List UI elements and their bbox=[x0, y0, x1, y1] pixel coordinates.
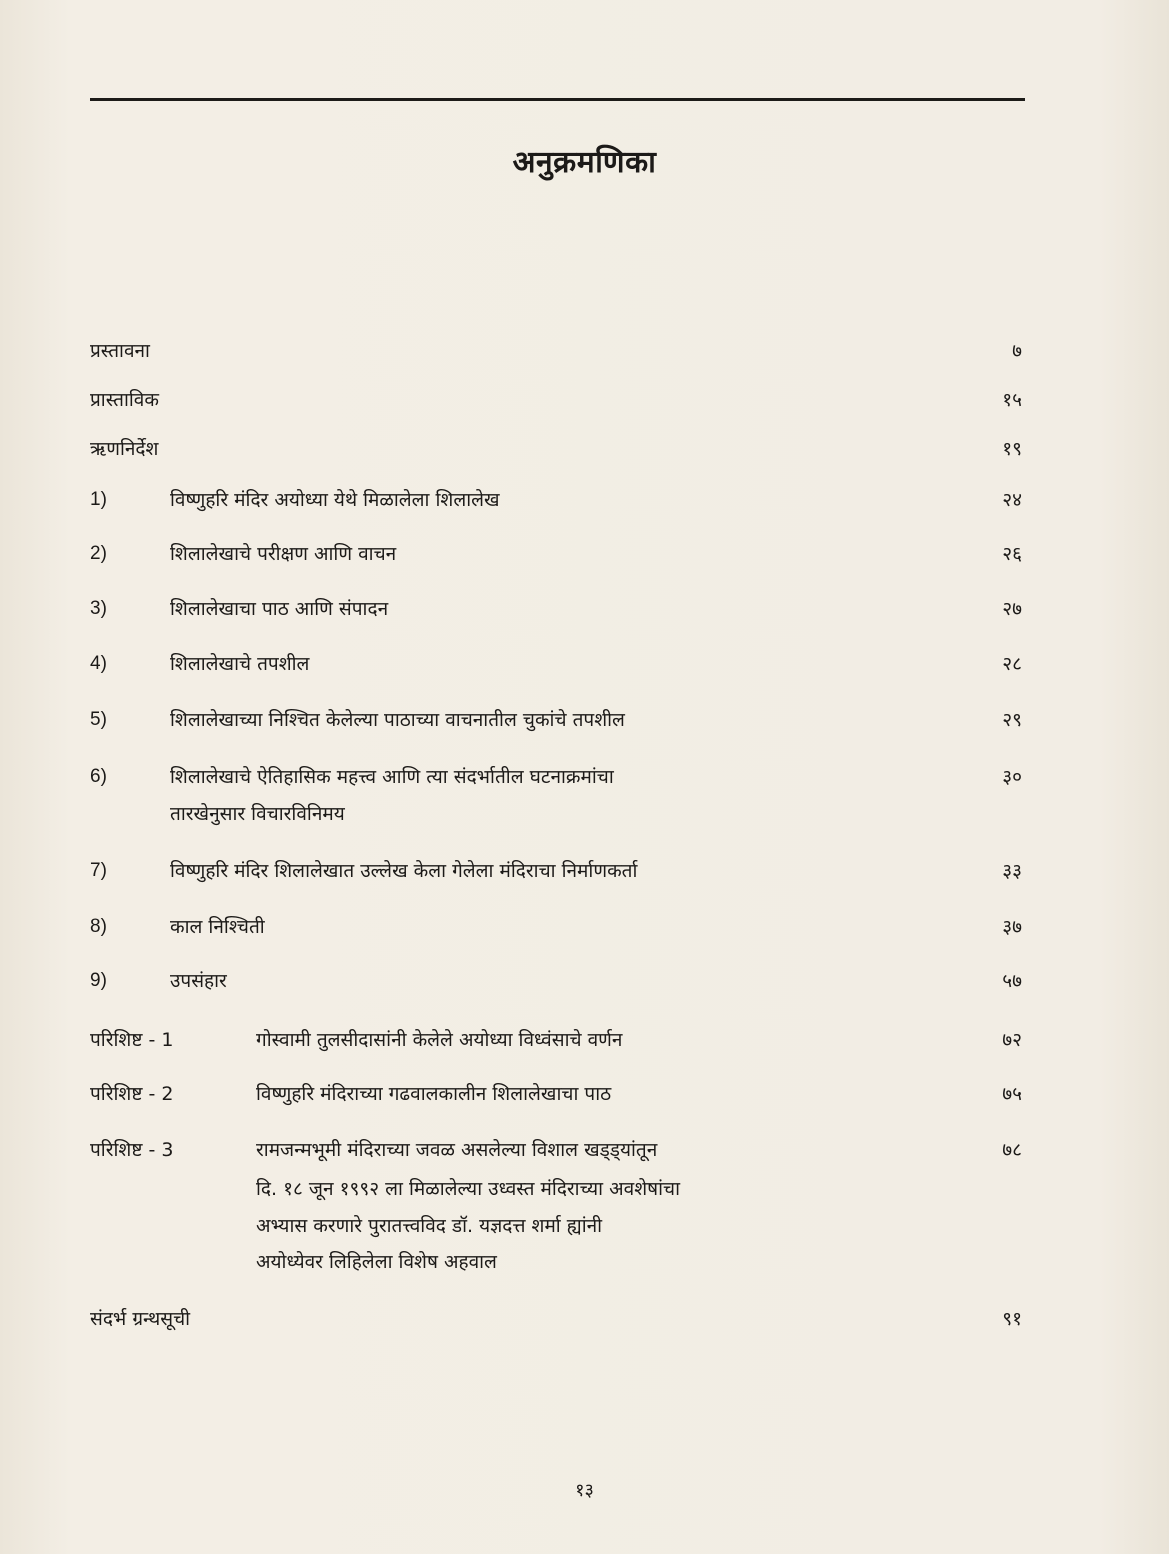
appendix-page: ७२ bbox=[1002, 1029, 1022, 1051]
chapter-page: २४ bbox=[1002, 489, 1022, 511]
chapter-page: ३० bbox=[1002, 766, 1022, 788]
chapter-number: 3) bbox=[90, 598, 107, 619]
chapter-number: 2) bbox=[90, 543, 107, 564]
appendix-page: ७५ bbox=[1002, 1083, 1022, 1105]
chapter-title-line2: तारखेनुसार विचारविनिमय bbox=[170, 803, 345, 825]
entry-label: ऋणनिर्देश bbox=[90, 438, 159, 460]
chapter-number: 8) bbox=[90, 916, 107, 937]
chapter-page: २६ bbox=[1002, 543, 1022, 565]
appendix-title-line: अयोध्येवर लिहिलेला विशेष अहवाल bbox=[256, 1251, 497, 1273]
chapter-title: विष्णुहरि मंदिर अयोध्या येथे मिळालेला शिलालेख bbox=[170, 489, 500, 511]
chapter-number: 6) bbox=[90, 766, 107, 787]
appendix-title: रामजन्मभूमी मंदिराच्या जवळ असलेल्या विशाल खड्ड्यांतून bbox=[256, 1139, 658, 1161]
appendix-title-line: अभ्यास करणारे पुरातत्त्वविद डॉ. यज्ञदत्त शर्मा ह्यांनी bbox=[256, 1215, 603, 1237]
chapter-number: 1) bbox=[90, 489, 107, 510]
appendix-label: परिशिष्ट - 2 bbox=[90, 1083, 174, 1105]
appendix-page: ७८ bbox=[1002, 1139, 1022, 1161]
bibliography-label: संदर्भ ग्रन्थसूची bbox=[90, 1308, 191, 1330]
chapter-number: 5) bbox=[90, 709, 107, 730]
entry-label: प्रास्ताविक bbox=[90, 389, 159, 411]
bibliography-page: ९१ bbox=[1002, 1308, 1022, 1330]
page-title: अनुक्रमणिका bbox=[512, 145, 657, 180]
chapter-title: शिलालेखाचा पाठ आणि संपादन bbox=[170, 598, 389, 620]
appendix-label: परिशिष्ट - 3 bbox=[90, 1139, 174, 1161]
entry-label: प्रस्तावना bbox=[90, 340, 150, 362]
chapter-title: विष्णुहरि मंदिर शिलालेखात उल्लेख केला गेलेला मंदिराचा निर्माणकर्ता bbox=[170, 860, 638, 882]
appendix-title-line: दि. १८ जून १९९२ ला मिळालेल्या उध्वस्त मंदिराच्या अवशेषांचा bbox=[256, 1178, 681, 1200]
chapter-title: उपसंहार bbox=[170, 970, 227, 992]
chapter-title: काल निश्चिती bbox=[170, 916, 265, 938]
chapter-title: शिलालेखाचे तपशील bbox=[170, 653, 310, 675]
entry-page: ७ bbox=[1012, 340, 1022, 362]
page-number: १३ bbox=[575, 1480, 594, 1501]
chapter-number: 4) bbox=[90, 653, 107, 674]
chapter-number: 7) bbox=[90, 860, 107, 881]
chapter-page: २९ bbox=[1002, 709, 1022, 731]
chapter-page: ५७ bbox=[1002, 970, 1022, 992]
chapter-page: २८ bbox=[1002, 653, 1022, 675]
chapter-page: ३३ bbox=[1002, 860, 1022, 882]
appendix-label: परिशिष्ट - 1 bbox=[90, 1029, 174, 1051]
entry-page: १९ bbox=[1002, 438, 1022, 460]
appendix-title: गोस्वामी तुलसीदासांनी केलेले अयोध्या विध्वंसाचे वर्णन bbox=[256, 1029, 623, 1051]
chapter-title: शिलालेखाच्या निश्चित केलेल्या पाठाच्या वाचनातील चुकांचे तपशील bbox=[170, 709, 625, 731]
entry-page: १५ bbox=[1002, 389, 1022, 411]
chapter-page: ३७ bbox=[1002, 916, 1022, 938]
chapter-title: शिलालेखाचे ऐतिहासिक महत्त्व आणि त्या संदर्भातील घटनाक्रमांचा bbox=[170, 766, 614, 788]
chapter-number: 9) bbox=[90, 970, 107, 991]
appendix-title: विष्णुहरि मंदिराच्या गढवालकालीन शिलालेखाचा पाठ bbox=[256, 1083, 612, 1105]
chapter-title: शिलालेखाचे परीक्षण आणि वाचन bbox=[170, 543, 397, 565]
chapter-page: २७ bbox=[1002, 598, 1022, 620]
header-rule bbox=[90, 98, 1025, 101]
